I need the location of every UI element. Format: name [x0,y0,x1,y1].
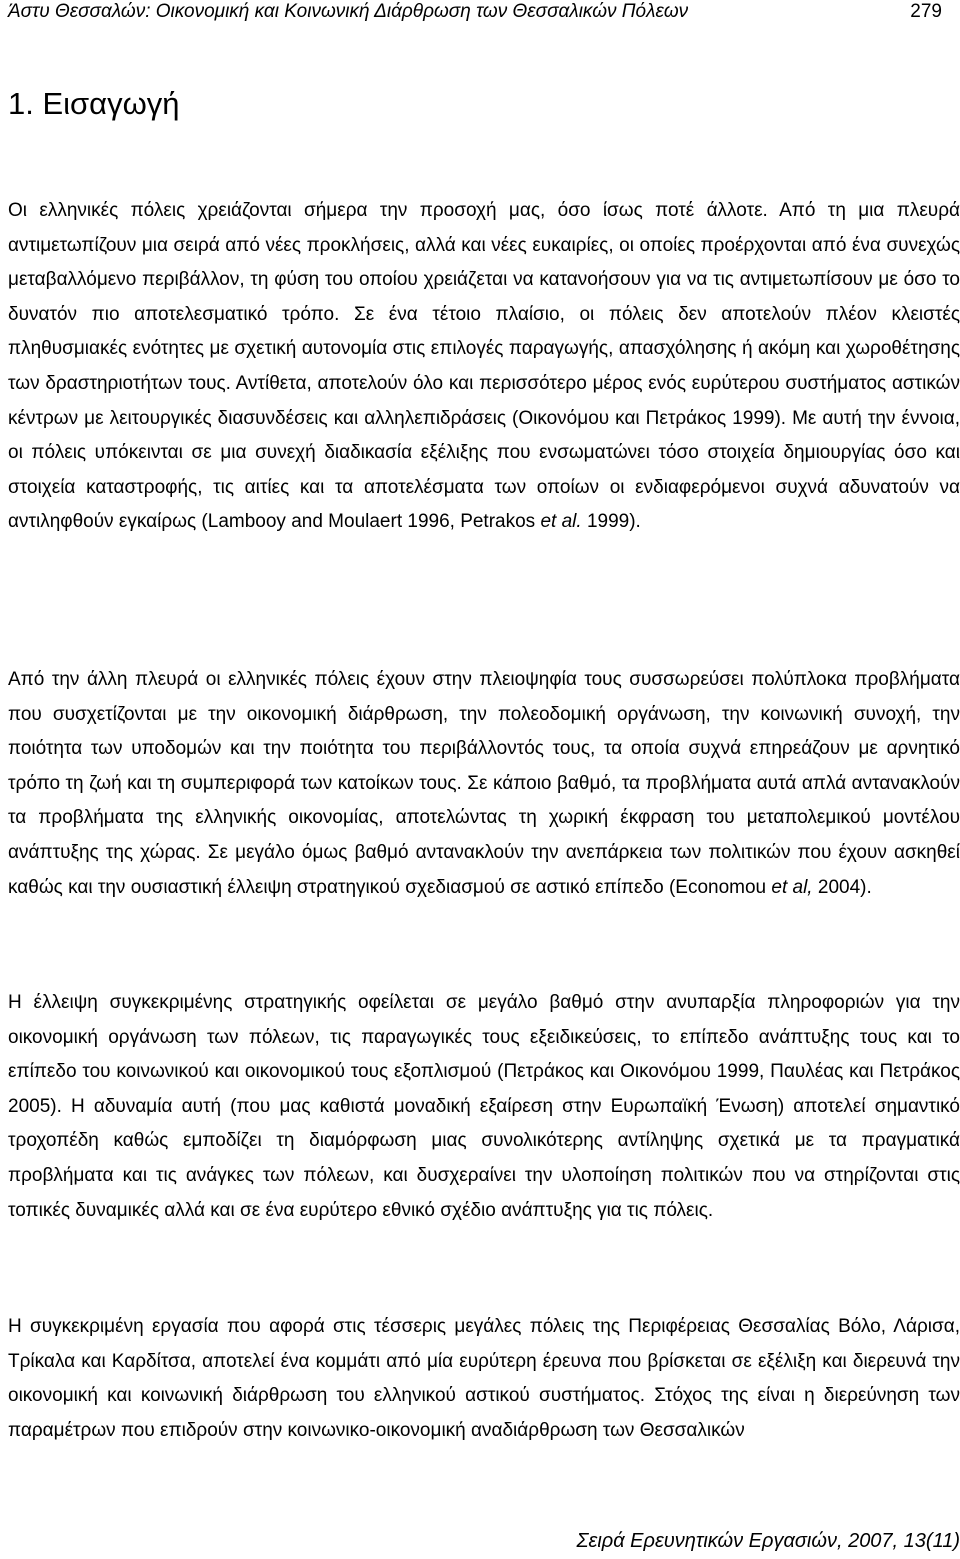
running-footer: Σειρά Ερευνητικών Εργασιών, 2007, 13(11) [576,1530,960,1552]
running-title: Άστυ Θεσσαλών: Οικονομική και Κοινωνική Διάρθρωση των Θεσσαλικών Πόλεων [8,1,689,22]
paragraph-3: Η έλλειψη συγκεκριμένης στρατηγικής οφείλεται σε μεγάλο βαθμό στην ανυπαρξία πληροφοριών για την οικονομική οργάνωση των πόλεων, τις παραγωγικές τους εξειδικεύσεις, το επίπεδο ανάπτυξης τους και το επίπεδο του κοινωνικού και οικονομικού τους εξοπλισμού (Πετράκος και Οικονόμου 1999, Παυλέας και Πετράκος 2005). Η αδυναμία αυτή (που μας καθιστά μοναδική εξαίρεση στην Ευρωπαϊκή Ένωση) αποτελεί σημαντικό τροχοπέδη καθώς εμποδίζει τη διαμόρφωση μιας συνολικότερης αντίληψης σχετικά με τα πραγματικά προβλήματα και τις ανάγκες των πόλεων, και δυσχεραίνει την υλοποίηση πολιτικών που να στηρίζονται στις τοπικές δυναμικές αλλά και σε ένα ευρύτερο εθνικό σχέδιο ανάπτυξης για τις πόλεις. [8,992,960,1221]
paragraph-2-text-a: Από την άλλη πλευρά οι ελληνικές πόλεις έχουν στην πλειοψηφία τους συσσωρεύσει πολύπλοκα προβλήματα που συσχετίζονται με την οικονομική διάρθρωση, την πολεοδομική οργάνωση, την κοινωνική συνοχή, την ποιότητα των υποδομών και την ποιότητα του περιβάλλοντός τους, τα οποία συχνά επηρεάζουν με αρνητικό τρόπο τη ζωή και τη συμπεριφορά των κατοίκων τους. Σε κάποιο βαθμό, τα προβλήματα αυτά απλά αντανακλούν τα προβλήματα της ελληνικής οικονομίας, αποτελώντας τη χωρική έκφραση του μεταπολεμικού μοντέλου ανάπτυξης της χώρας. Σε μεγάλο όμως βαθμό αντανακλούν την ανεπάρκεια των πολιτικών που έχουν ασκηθεί καθώς και την ουσιαστική έλλειψη στρατηγικού σχεδιασμού σε αστικό επίπεδο (Economou [8,669,960,898]
paragraph-2 [8,663,960,905]
paragraph-1 [8,194,960,540]
paragraph-1-text-a: Οι ελληνικές πόλεις χρειάζονται σήμερα την προσοχή μας, όσο ίσως ποτέ άλλοτε. Από τη μια πλευρά αντιμετωπίζουν μια σειρά από νέες προκλήσεις, αλλά και νέες ευκαιρίες, οι οποίες προέρχονται από ένα συνεχώς μεταβαλλόμενο περιβάλλον, τη φύση του οποίου χρειάζεται να κατανοήσουν για να τις αντιμετωπίσουν με όσο το δυνατόν πιο αποτελεσματικό τρόπο. Σε ένα τέτοιο πλαίσιο, οι πόλεις δεν αποτελούν πλέον κλειστές πληθυσμιακές ενότητες με σχετική αυτονομία στις επιλογές παραγωγής, απασχόλησης ή ακόμη και χωροθέτησης των δραστηριοτήτων τους. Αντίθετα, αποτελούν όλο και περισσότερο μέρος ενός ευρύτερου συστήματος αστικών κέντρων με λειτουργικές διασυνδέσεις και αλληλεπιδράσεις (Οικονόμου και Πετράκος 1999). Με αυτή την έννοια, οι πόλεις υπόκεινται σε μια συνεχή διαδικασία εξέλιξης που ενσωματώνει τόσο στοιχεία δημιουργίας όσο και στοιχεία καταστροφής, τις αιτίες και τα αποτελέσματα των οποίων οι ενδιαφερόμενοι συχνά αδυνατούν να αντιληφθούν εγκαίρως (Lambooy and Moulaert 1996, Petrakos [8,200,960,533]
paragraph-1-italic: et al. [540,511,582,533]
paragraph-4: Η συγκεκριμένη εργασία που αφορά στις τέσσερις μεγάλες πόλεις της Περιφέρειας Θεσσαλίας Βόλο, Λάρισα, Τρίκαλα και Καρδίτσα, αποτελεί ένα κομμάτι από μία ευρύτερη έρευνα που βρίσκεται σε εξέλιξη και διερευνά την οικονομική και κοινωνική διάρθρωση του ελληνικού αστικού συστήματος. Στόχος της είναι η διερεύνηση των παραμέτρων που επιδρούν στην κοινωνικο-οικονομική αναδιάρθρωση των Θεσσαλικών [8,1316,960,1441]
paragraph-2-text-b: 2004). [812,876,872,898]
paragraph-2-italic: et al, [771,876,813,898]
page-number: 279 [910,1,942,22]
paragraph-1-text-b: 1999). [581,511,641,533]
document-page [8,0,960,1559]
section-heading: 1. Εισαγωγή [8,86,180,121]
